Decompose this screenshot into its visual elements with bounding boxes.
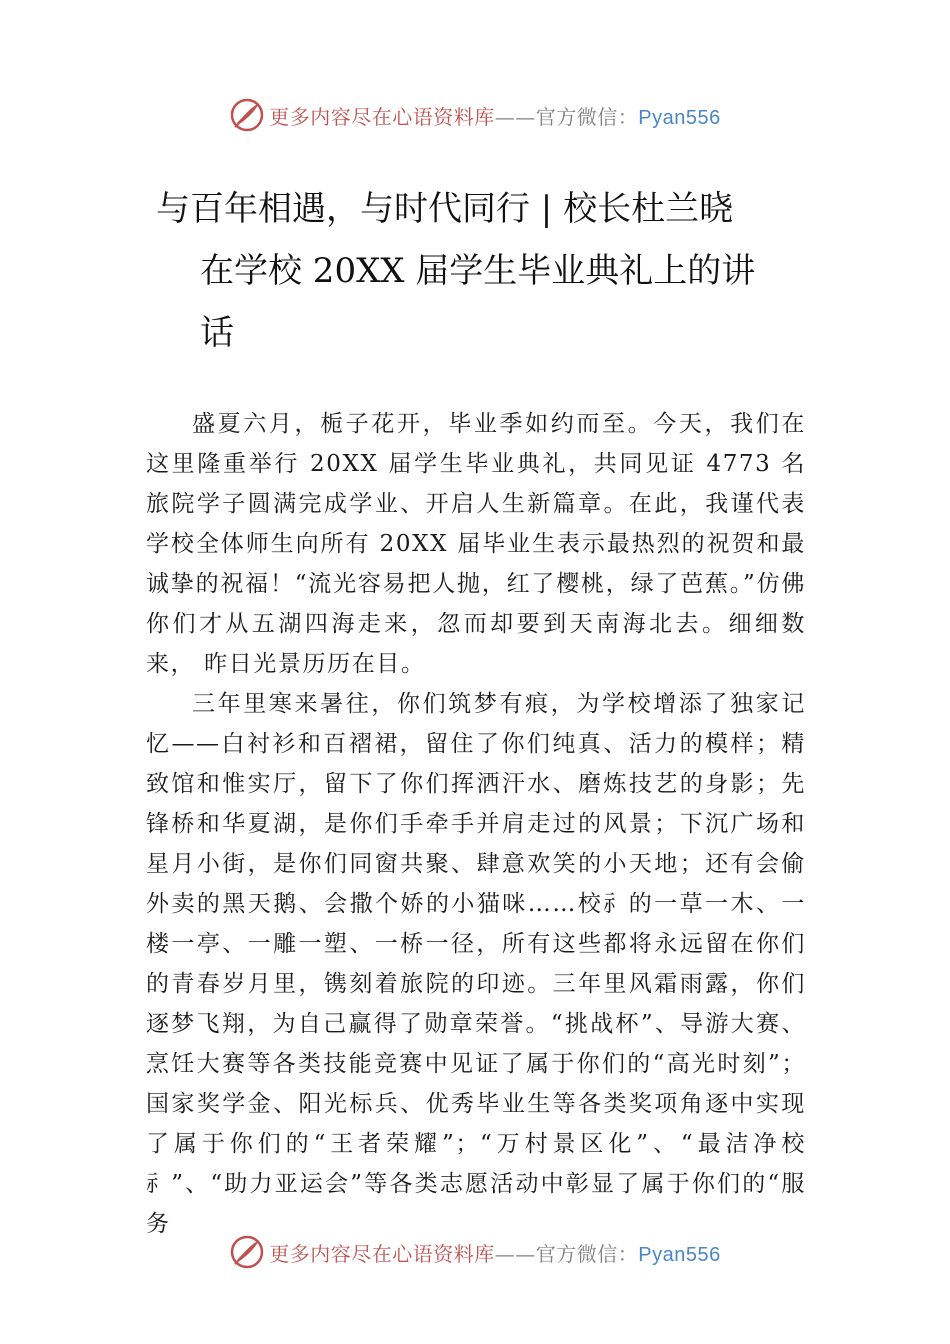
watermark-text: 更多内容尽在心语资料库——官方微信：Pyan556	[269, 104, 721, 129]
title-line-2: 在学校 20XX 届学生毕业典礼上的讲	[200, 251, 756, 291]
document-title	[156, 178, 796, 364]
quill-logo-icon	[229, 97, 265, 133]
title-line-1: 与百年相遇，与时代同行 | 校长杜兰晓	[156, 189, 734, 229]
watermark-text: 更多内容尽在心语资料库——官方微信：Pyan556	[269, 1241, 721, 1266]
document-body	[146, 404, 806, 1244]
paragraph-2: 三年里寒来暑往，你们筑梦有痕，为学校增添了独家记忆——白衬衫和百褶裙，留住了你们纯真、活力的模样；精致馆和惟实厅，留下了你们挥洒汗水、磨炼技艺的身影；先锋桥和华夏湖，是你们手牵手并肩走过的风景；下沉广场和星月小街，是你们同窗共聚、肆意欢笑的小天地；还有会偷外卖的黑天鹅、会撒个娇的小猫咪……校⺬的一草一木、一楼一亭、一雕一塑、一桥一径，所有这些都将永远留在你们的青春岁月里，镌刻着旅院的印迹。三年里风霜雨露，你们逐梦飞翔，为自己赢得了勋章荣誉。“挑战杯”、导游大赛、烹饪大赛等各类技能竞赛中见证了属于你们的“高光时刻”；国家奖学金、阳光标兵、优秀毕业生等各类奖项角逐中实现了属于你们的“王者荣耀”；“万村景区化”、“最洁净校⺬”、“助力亚运会”等各类志愿活动中彰显了属于你们的“服务	[146, 691, 806, 1237]
watermark-footer	[0, 1230, 950, 1274]
watermark-header	[0, 93, 950, 137]
quill-logo-icon	[229, 1234, 265, 1270]
title-line-3: 话	[200, 313, 234, 353]
paragraph-1: 盛夏六月，栀子花开，毕业季如约而至。今天，我们在这里隆重举行 20XX 届学生毕业典礼，共同见证 4773 名旅院学子圆满完成学业、开启人生新篇章。在此，我谨代表学校全体师生向所有 20XX 届毕业生表示最热烈的祝贺和最诚挚的祝福！“流光容易把人抛，红了樱桃，绿了芭蕉。”仿佛你们才从五湖四海走来，忽而却要到天南海北去。细细数来， 昨日光景历历在目。	[146, 411, 806, 677]
